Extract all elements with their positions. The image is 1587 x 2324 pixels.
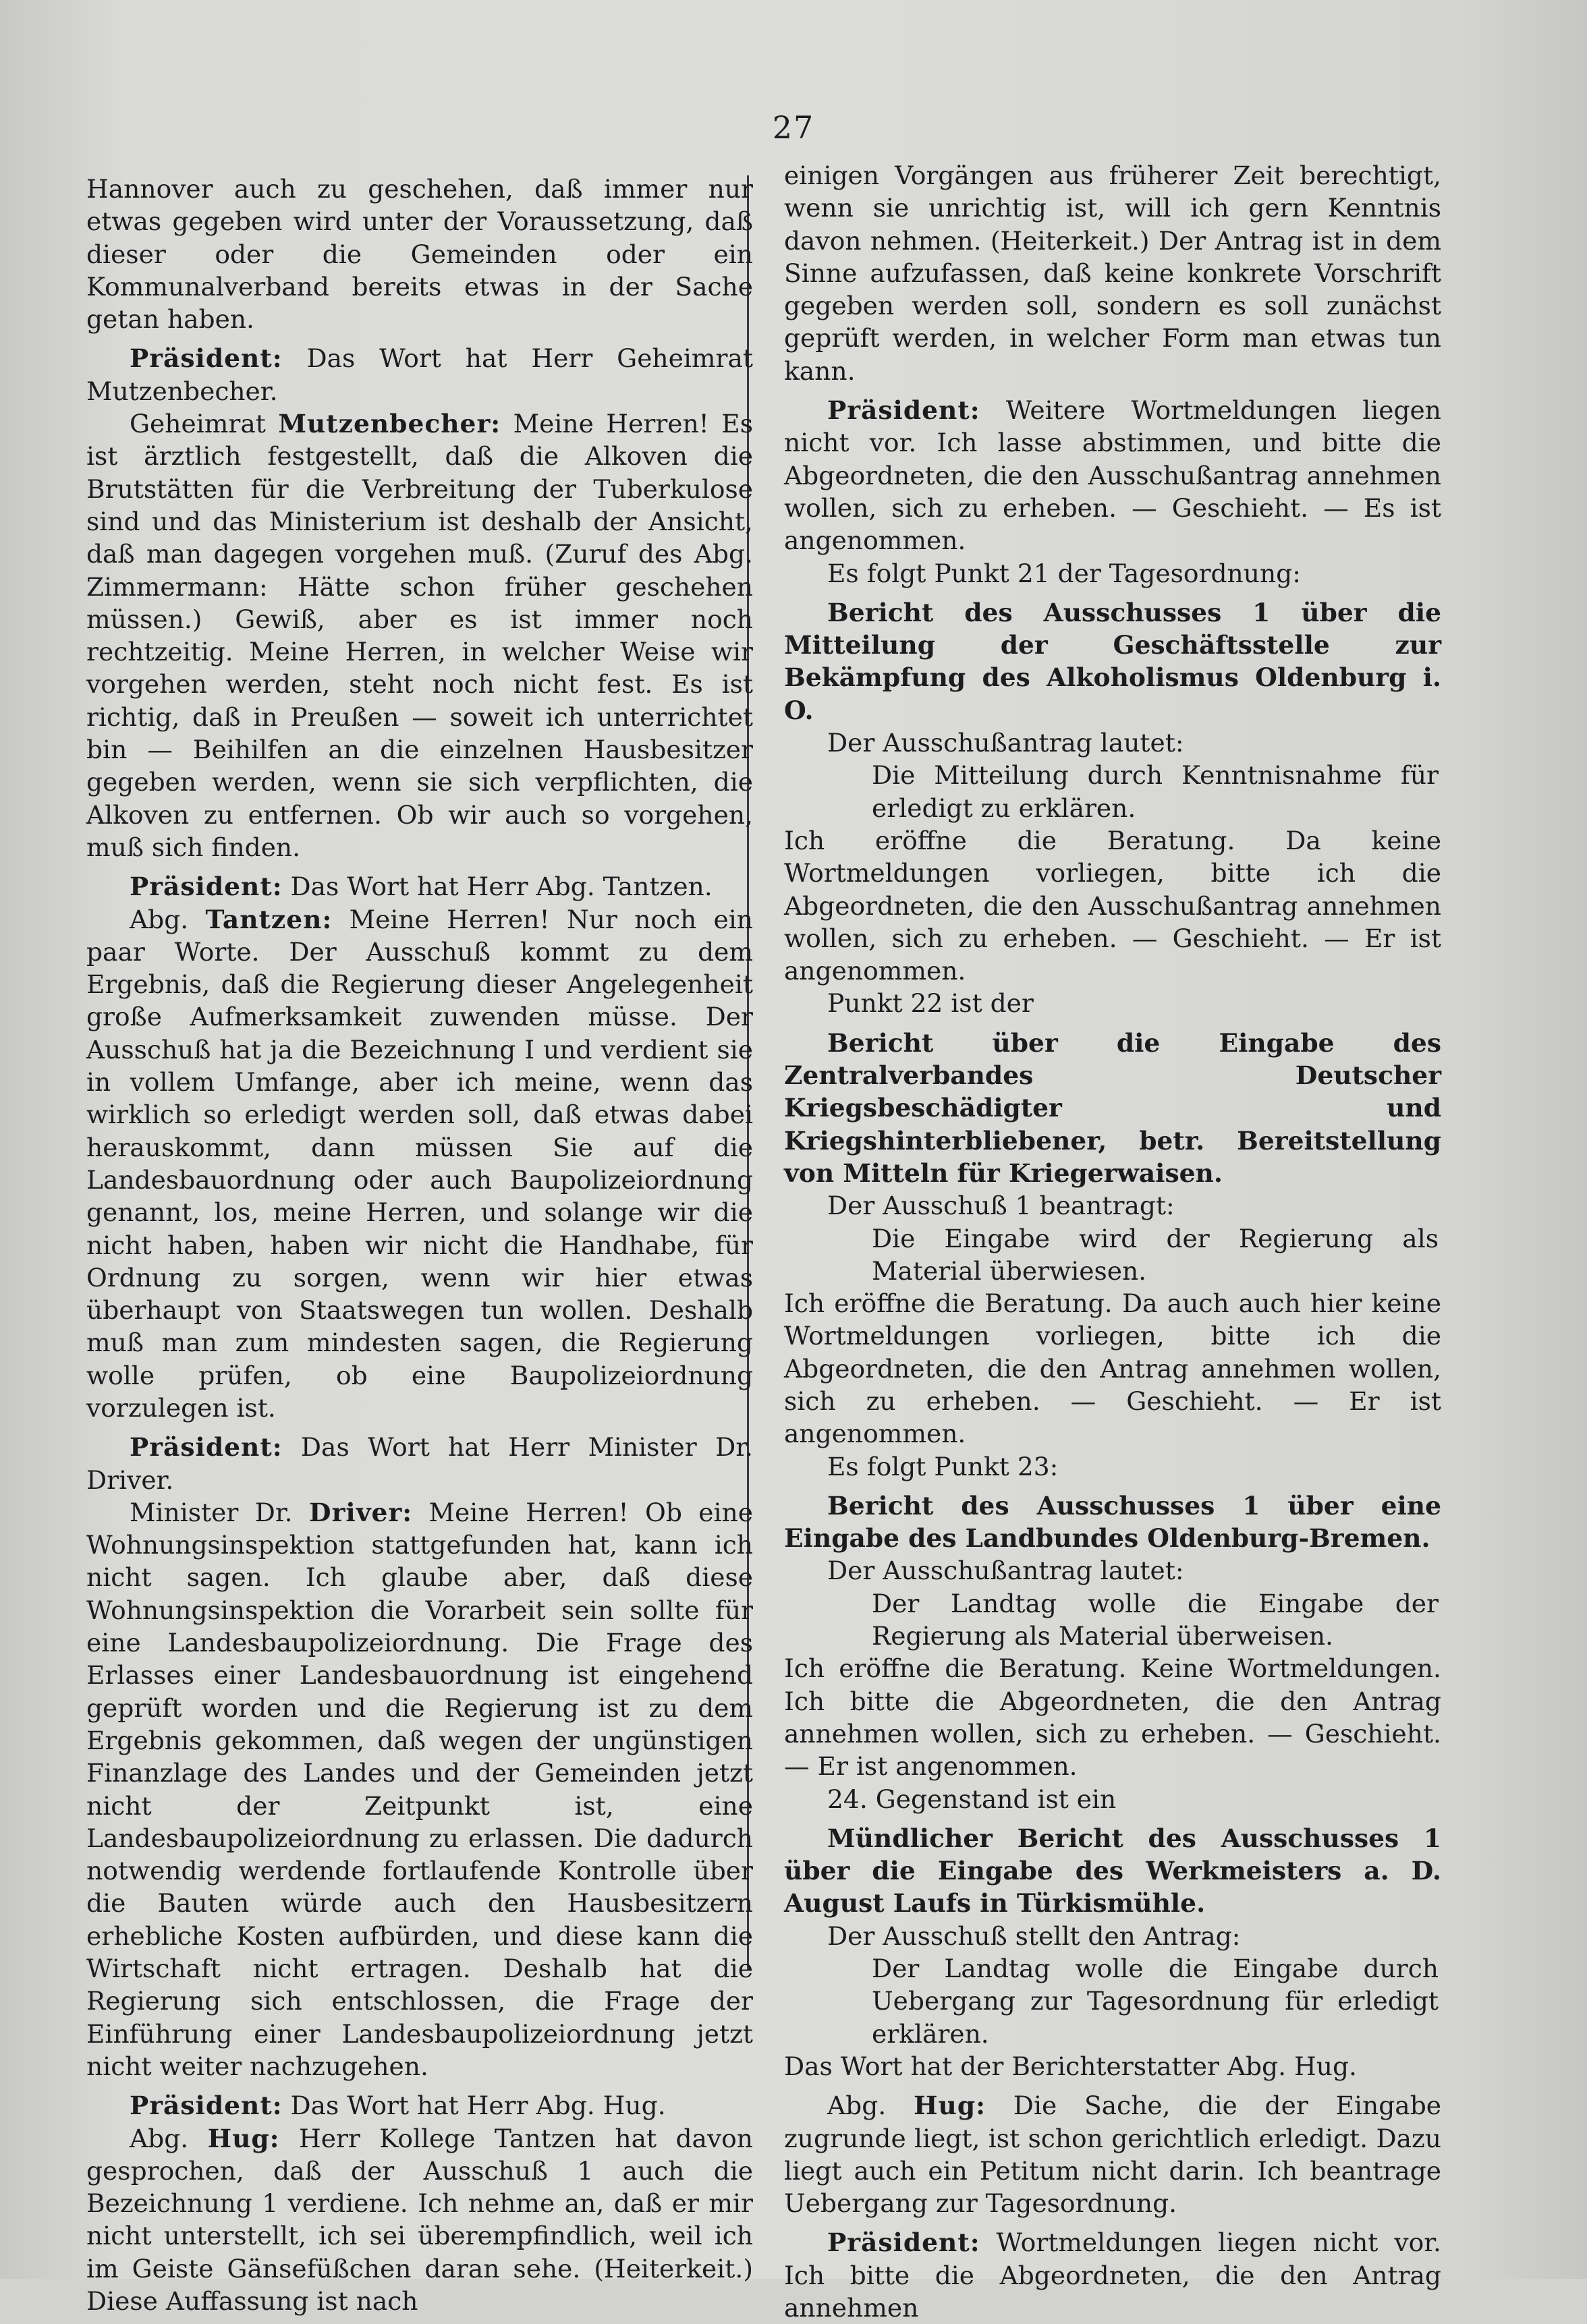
speaker-title: Geheimrat: [130, 409, 279, 439]
agenda-heading: Bericht über die Eingabe des Zentralverbandes Deutscher Kriegsbeschädigter und Kriegshinterbliebener, betr. Bereitstellung von Mitteln für Kriegerwaisen.: [784, 1027, 1441, 1188]
speech-paragraph: [86, 2089, 753, 2122]
speech-text: Meine Herren! Ob eine Wohnungsinspektion stattgefunden hat, kann ich nicht sagen. Ich glaube aber, daß diese Wohnungsinspektion die Vorarbeit sein sollte für eine Landesbaupolizeiordnung. Die Frage des Erlasses einer Landesbauordnung ist eingehend geprüft worden und die Regierung ist zu dem Ergebnis gekommen, daß wegen der ungünstigen Finanzlage des Landes und der Gemeinden jetzt nicht der Zeitpunkt ist, eine Landesbaupolizeiordnung zu erlassen. Die dadurch notwendig werdende fortlaufende Kontrolle über die Bauten würde auch den Hausbesitzern erhebliche Kosten aufbürden, und diese kann die Wirtschaft nicht ertragen. Deshalb hat die Regierung sich entschlossen, die Frage der Einführung einer Landesbaupolizeiordnung jetzt nicht weiter nachzugehen.: [86, 1497, 753, 2081]
speaker-name: Präsident:: [130, 1432, 283, 1463]
speaker-name: Driver:: [309, 1497, 413, 1527]
motion-quote: Die Mitteilung durch Kenntnisnahme für erledigt zu erklären.: [872, 760, 1439, 823]
speaker-title: Abg.: [827, 2091, 914, 2121]
speech-text: Weitere Wortmeldungen liegen nicht vor. Ich lasse abstimmen, und bitte die Abgeordneten, die den Ausschußantrag annehmen wollen, sich zu erheben. — Geschieht. — Es ist angenommen.: [784, 395, 1441, 556]
agenda-heading: Mündlicher Bericht des Ausschusses 1 über die Eingabe des Werkmeisters a. D. August Laufs in Türkismühle.: [784, 1823, 1441, 1919]
speech-paragraph: [86, 1496, 753, 2082]
motion-quote: Die Eingabe wird der Regierung als Material überwiesen.: [872, 1223, 1439, 1286]
speech-paragraph: [86, 903, 753, 1425]
speaker-name: Präsident:: [130, 872, 283, 902]
speech-text: Meine Herren! Es ist ärztlich festgestellt, daß die Alkoven die Brutstätten für die Verbreitung der Tuberkulose sind und das Ministerium ist deshalb der Ansicht, daß man dagegen vorgehen muß. (Zuruf des Abg. Zimmermann: Hätte schon früher geschehen müssen.) Gewiß, aber es ist immer noch rechtzeitig. Meine Herren, in welcher Weise wir vorgehen werden, steht noch nicht fest. Es ist richtig, daß in Preußen — soweit ich unterrichtet bin — Beihilfen an die einzelnen Hausbesitzer gegeben werden, wenn sie sich verpflichten, die Alkoven zu entfernen. Ob wir auch so vorgehen, muß sich finden.: [86, 409, 753, 862]
speech-paragraph: [784, 2089, 1441, 2219]
paragraph: Es folgt Punkt 21 der Tagesordnung:: [827, 558, 1301, 588]
paragraph: Ich eröffne die Beratung. Da auch auch hier keine Wortmeldungen vorliegen, bitte ich die Abgeordneten, die den Antrag annehmen wollen, sich zu erheben. — Geschieht. — Er ist angenommen.: [784, 1288, 1441, 1449]
paragraph: Das Wort hat der Berichterstatter Abg. Hug.: [784, 2051, 1357, 2081]
agenda-heading: Bericht des Ausschusses 1 über eine Eingabe des Landbundes Oldenburg-Bremen.: [784, 1490, 1441, 1554]
speech-text: Das Wort hat Herr Abg. Tantzen.: [282, 872, 713, 902]
speech-paragraph: [86, 1431, 753, 1496]
paragraph: 24. Gegenstand ist ein: [827, 1784, 1117, 1814]
paragraph: einigen Vorgängen aus früherer Zeit berechtigt, wenn sie unrichtig ist, will ich gern Kenntnis davon nehmen. (Heiterkeit.) Der Antrag ist in dem Sinne aufzufassen, daß keine konkrete Vorschrift gegeben werden soll, sondern es soll zunächst geprüft werden, in welcher Form man etwas tun kann.: [784, 161, 1441, 386]
speech-paragraph: [86, 342, 753, 407]
left-column: [86, 173, 753, 2317]
speech-text: Das Wort hat Herr Minister Dr. Driver.: [86, 1432, 753, 1495]
speech-paragraph: [86, 407, 753, 863]
speaker-name: Präsident:: [130, 2091, 283, 2121]
speech-text: Das Wort hat Herr Abg. Hug.: [282, 2091, 666, 2121]
speaker-title: Abg.: [130, 2123, 208, 2153]
speaker-title: Minister Dr.: [130, 1497, 310, 1527]
speech-text: Meine Herren! Nur noch ein paar Worte. Der Ausschuß kommt zu dem Ergebnis, daß die Regierung dieser Angelegenheit große Aufmerksamkeit zuwenden müsse. Der Ausschuß hat ja die Bezeichnung I und verdient sie in vollem Umfange, aber ich meine, wenn das wirklich so erledigt werden soll, daß etwas dabei herauskommt, dann müssen Sie auf die Landesbauordnung oder auch Baupolizeiordnung genannt, los, meine Herren, und solange wir die nicht haben, haben wir nicht die Handhabe, für Ordnung zu sorgen, wenn wir hier etwas überhaupt von Staatswegen tun wollen. Deshalb muß man zum mindesten sagen, die Regierung wolle prüfen, ob eine Baupolizeiordnung vorzulegen ist.: [86, 904, 753, 1423]
speech-paragraph: [784, 394, 1441, 557]
speaker-title: Abg.: [130, 904, 206, 934]
speaker-name: Präsident:: [827, 2228, 980, 2258]
speech-text: Herr Kollege Tantzen hat davon gesprochen, daß der Ausschuß 1 auch die Bezeichnung 1 verdiene. Ich nehme an, daß er mir nicht unterstellt, ich sei überempfindlich, weil ich im Geiste Gänsefüßchen daran sehe. (Heiterkeit.) Diese Auffassung ist nach: [86, 2123, 753, 2316]
speaker-name: Präsident:: [130, 343, 283, 374]
motion-quote: Der Landtag wolle die Eingabe durch Uebergang zur Tagesordnung für erledigt erklären.: [872, 1954, 1439, 2049]
motion-quote: Der Landtag wolle die Eingabe der Regierung als Material überweisen.: [872, 1588, 1439, 1651]
paragraph: Der Ausschußantrag lautet:: [827, 728, 1184, 758]
speech-paragraph: [86, 870, 753, 903]
speaker-name: Hug:: [207, 2123, 280, 2153]
speech-paragraph: [86, 2122, 753, 2318]
speech-text: Wortmeldungen liegen nicht vor. Ich bitte die Abgeordneten, die den Antrag annehmen: [784, 2228, 1441, 2323]
page-number: 27: [772, 109, 815, 146]
right-column: [784, 159, 1441, 2324]
paragraph: Es folgt Punkt 23:: [827, 1451, 1059, 1481]
paragraph: Der Ausschuß stellt den Antrag:: [827, 1921, 1241, 1951]
speaker-name: Hug:: [914, 2091, 986, 2121]
speech-paragraph: [784, 2226, 1441, 2324]
paragraph: Ich eröffne die Beratung. Da keine Wortmeldungen vorliegen, bitte ich die Abgeordneten, die den Ausschußantrag annehmen wollen, sich zu erheben. — Geschieht. — Er ist angenommen.: [784, 825, 1441, 986]
speaker-name: Mutzenbecher:: [278, 409, 501, 439]
speech-text: Das Wort hat Herr Geheimrat Mutzenbecher.: [86, 343, 753, 406]
paragraph: Ich eröffne die Beratung. Keine Wortmeldungen. Ich bitte die Abgeordneten, die den Antrag annehmen wollen, sich zu erheben. — Geschieht. — Er ist angenommen.: [784, 1653, 1441, 1782]
agenda-heading: Bericht des Ausschusses 1 über die Mitteilung der Geschäftsstelle zur Bekämpfung des Alkoholismus Oldenburg i. O.: [784, 597, 1441, 725]
paragraph: Hannover auch zu geschehen, daß immer nur etwas gegeben wird unter der Voraussetzung, daß dieser oder die Gemeinden oder ein Kommunalverband bereits etwas in der Sache getan haben.: [86, 174, 753, 335]
speech-text: Die Sache, die der Eingabe zugrunde liegt, ist schon gerichtlich erledigt. Dazu liegt auch ein Petitum nicht darin. Ich beantrage Uebergang zur Tagesordnung.: [784, 2091, 1441, 2219]
speaker-name: Präsident:: [827, 395, 980, 426]
paragraph: Der Ausschußantrag lautet:: [827, 1556, 1184, 1586]
paragraph: Punkt 22 ist der: [827, 988, 1034, 1019]
speaker-name: Tantzen:: [205, 904, 333, 934]
paragraph: Der Ausschuß 1 beantragt:: [827, 1191, 1175, 1221]
